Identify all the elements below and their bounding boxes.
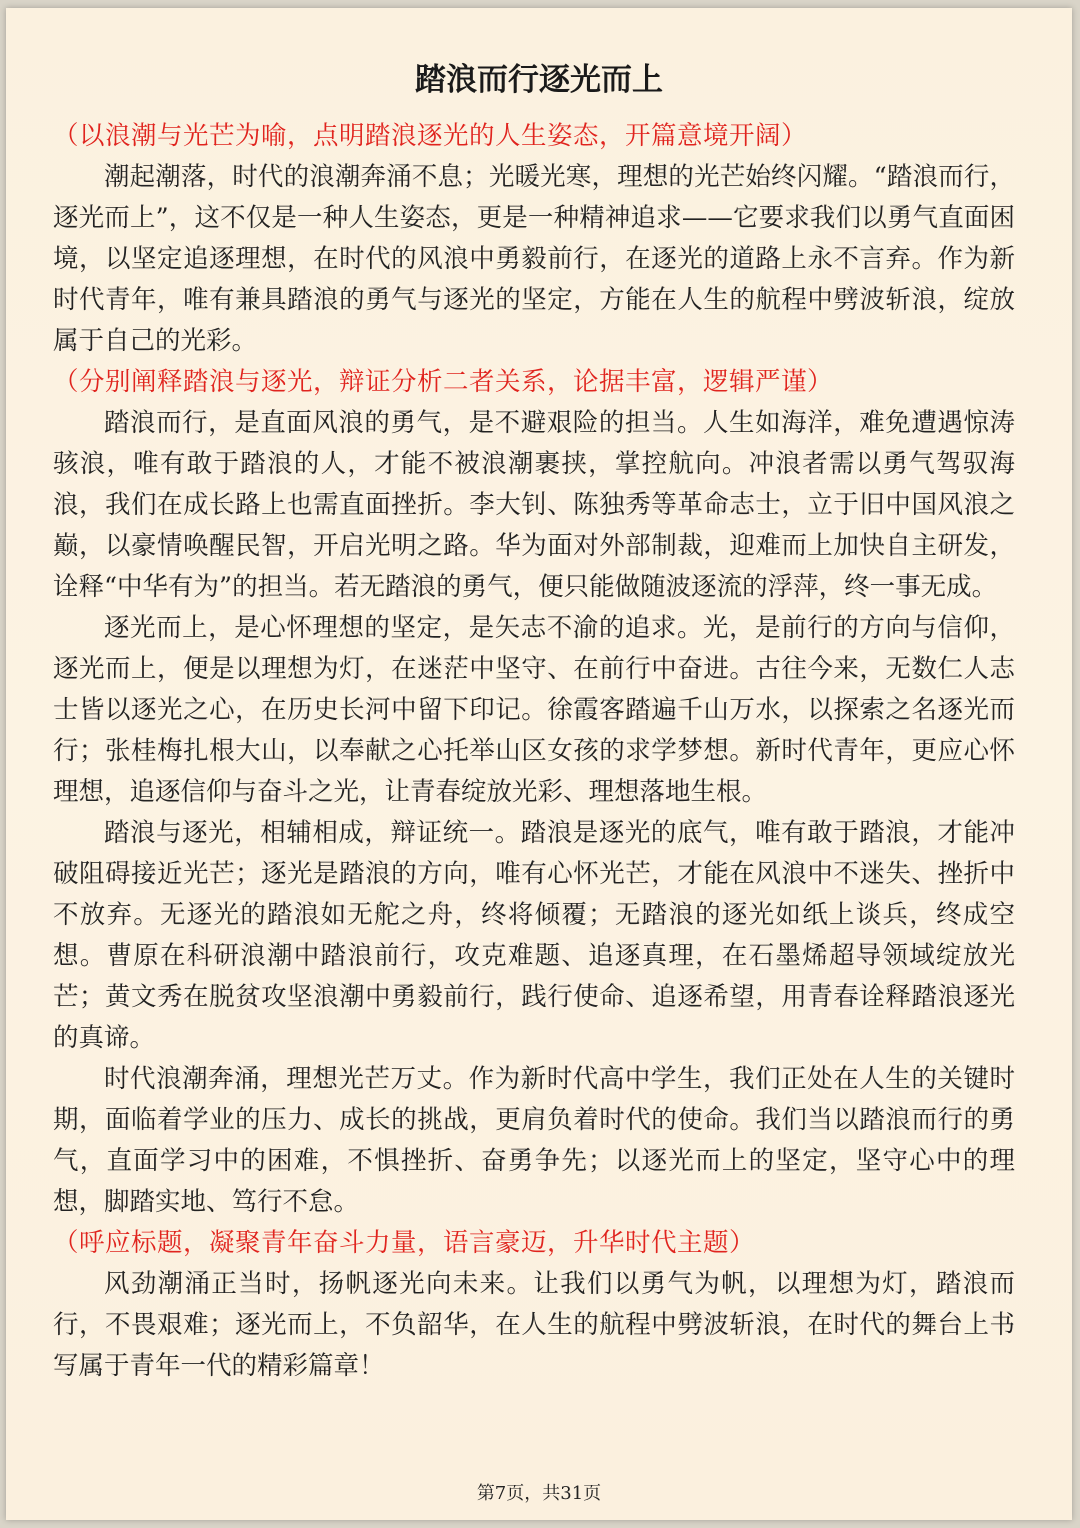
paragraph-conclusion: 风劲潮涌正当时，扬帆逐光向未来。让我们以勇气为帆，以理想为灯，踏浪而行，不畏艰难；逐光而上，不负韶华，在人生的航程中劈波斩浪，在时代的舞台上书写属于青年一代的精彩篇章！: [53, 1269, 1015, 1381]
paragraph-ta-lang: 踏浪而行，是直面风浪的勇气，是不避艰险的担当。人生如海洋，难免遭遇惊涛骇浪，唯有敢于踏浪的人，才能不被浪潮裹挟，掌控航向。冲浪者需以勇气驾驭海浪，我们在成长路上也需直面挫折。李大钊、陈独秀等革命志士，立于旧中国风浪之巅，以豪情唤醒民智，开启光明之路。华为面对外部制裁，迎难而上加快自主研发，诠释“中华有为”的担当。若无踏浪的勇气，便只能做随波逐流的浮萍，终一事无成。: [53, 408, 1015, 602]
document-page: [6, 8, 1072, 1520]
annotation-conclusion: （呼应标题，凝聚青年奋斗力量，语言豪迈，升华时代主题）: [53, 1228, 756, 1258]
paragraph-zhu-guang: 逐光而上，是心怀理想的坚定，是矢志不渝的追求。光，是前行的方向与信仰，逐光而上，便是以理想为灯，在迷茫中坚守、在前行中奋进。古往今来，无数仁人志士皆以逐光之心，在历史长河中留下印记。徐霞客踏遍千山万水，以探索之名逐光而行；张桂梅扎根大山，以奉献之心托举山区女孩的求学梦想。新时代青年，更应心怀理想，追逐信仰与奋斗之光，让青春绽放光彩、理想落地生根。: [53, 613, 1015, 807]
paragraph-students: 时代浪潮奔涌，理想光芒万丈。作为新时代高中学生，我们正处在人生的关键时期，面临着学业的压力、成长的挑战，更肩负着时代的使命。我们当以踏浪而行的勇气，直面学习中的困难，不惧挫折、奋勇争先；以逐光而上的坚定，坚守心中的理想，脚踏实地、笃行不怠。: [53, 1064, 1015, 1217]
paragraph-dialectic: 踏浪与逐光，相辅相成，辩证统一。踏浪是逐光的底气，唯有敢于踏浪，才能冲破阻碍接近光芒；逐光是踏浪的方向，唯有心怀光芒，才能在风浪中不迷失、挫折中不放弃。无逐光的踏浪如无舵之舟，终将倾覆；无踏浪的逐光如纸上谈兵，终成空想。曹原在科研浪潮中踏浪前行，攻克难题、追逐真理，在石墨烯超导领域绽放光芒；黄文秀在脱贫攻坚浪潮中勇毅前行，践行使命、追逐希望，用青春诠释踏浪逐光的真谛。: [53, 818, 1015, 1053]
paragraph-intro: 潮起潮落，时代的浪潮奔涌不息；光暖光寒，理想的光芒始终闪耀。“踏浪而行，逐光而上”，这不仅是一种人生姿态，更是一种精神追求——它要求我们以勇气直面困境，以坚定追逐理想，在时代的风浪中勇毅前行，在逐光的道路上永不言弃。作为新时代青年，唯有兼具踏浪的勇气与逐光的坚定，方能在人生的航程中劈波斩浪，绽放属于自己的光彩。: [53, 162, 1015, 356]
essay-body: [53, 116, 1015, 1387]
page-number: 第7页，共31页: [476, 1483, 602, 1504]
annotation-body: （分别阐释踏浪与逐光，辩证分析二者关系，论据丰富，逻辑严谨）: [53, 367, 834, 397]
essay-title: 踏浪而行逐光而上: [415, 62, 663, 98]
annotation-intro: （以浪潮与光芒为喻，点明踏浪逐光的人生姿态，开篇意境开阔）: [53, 121, 808, 151]
